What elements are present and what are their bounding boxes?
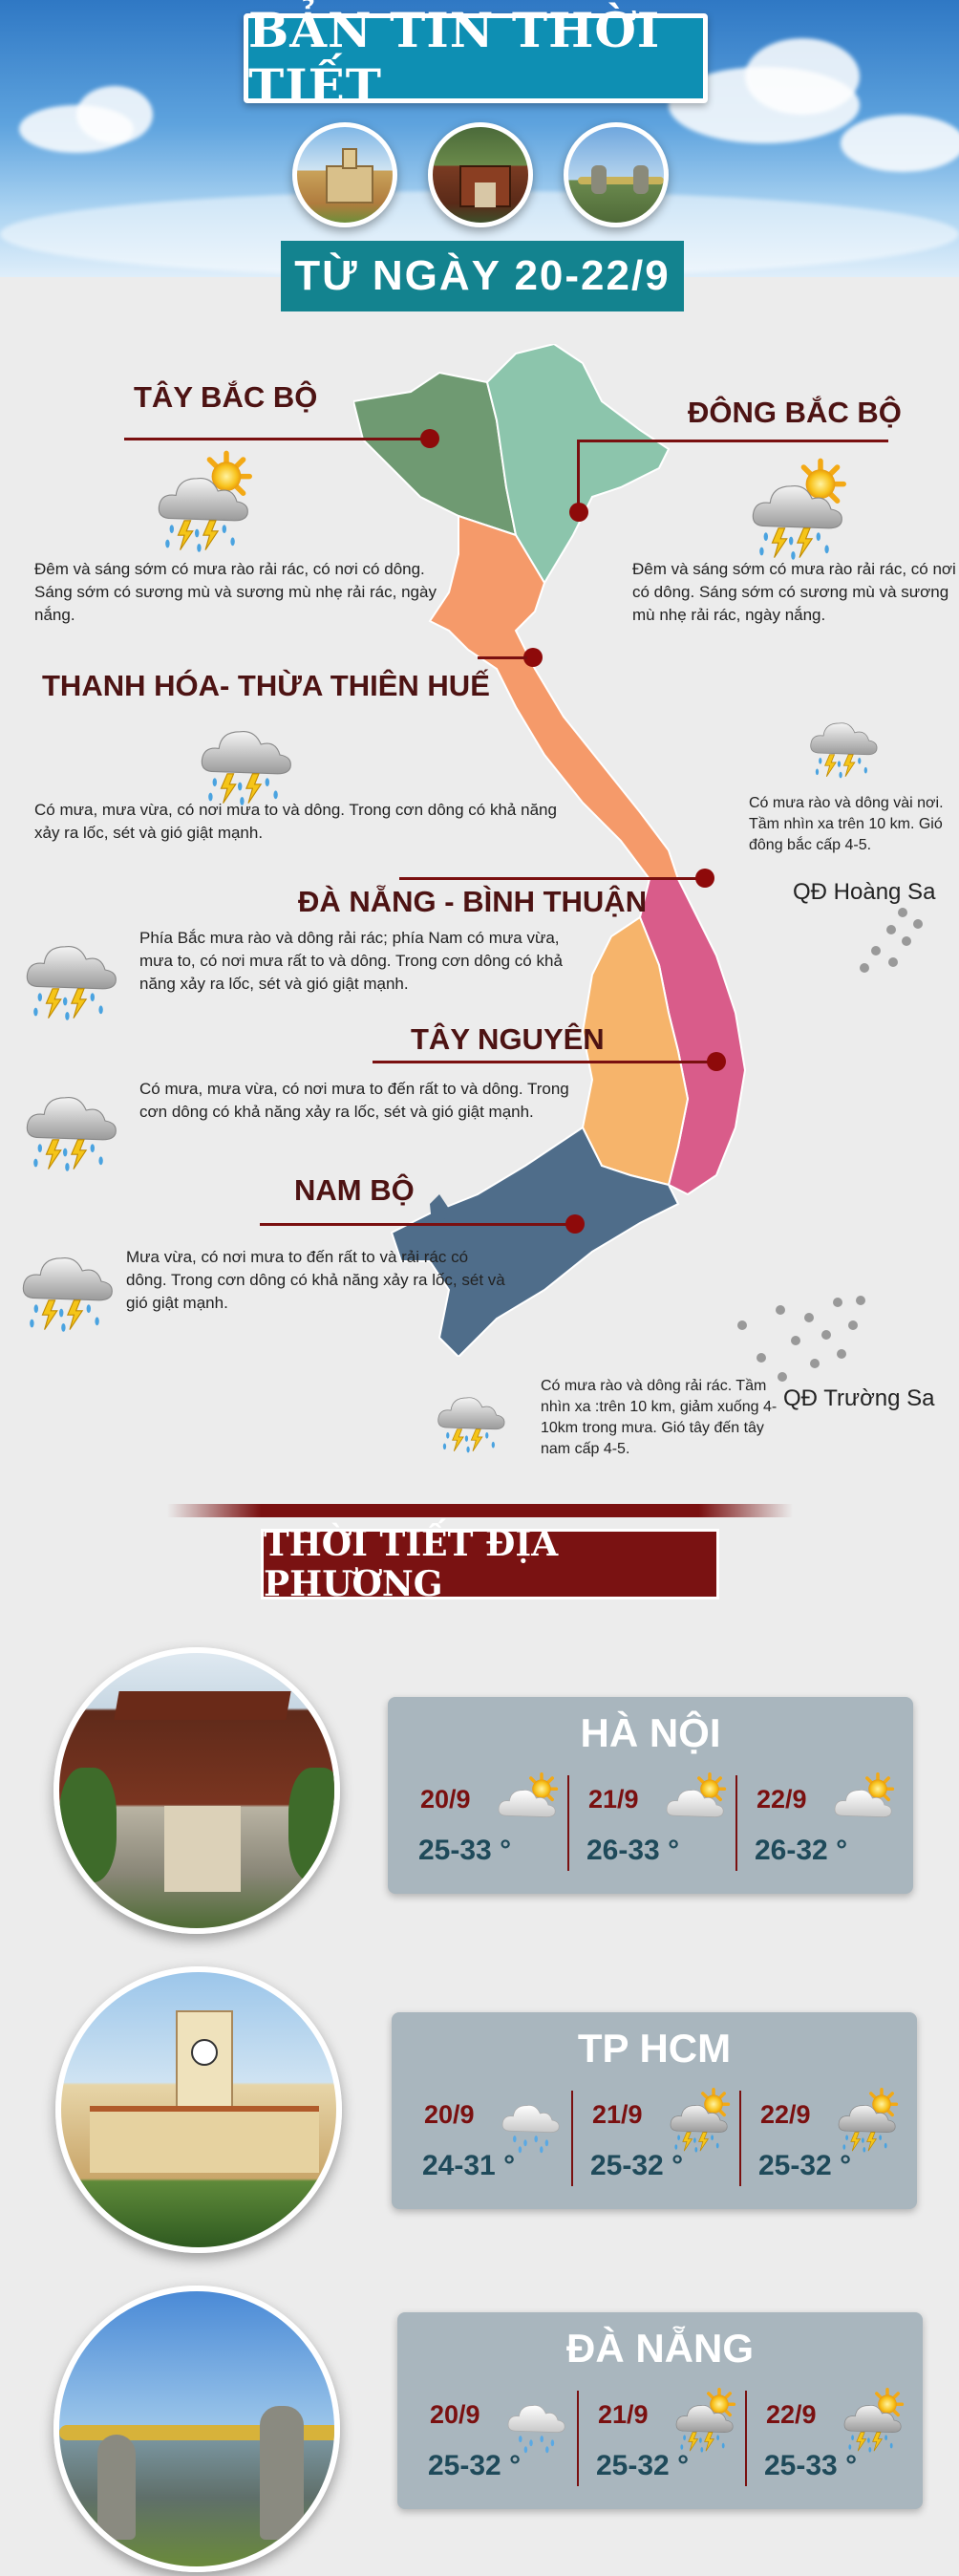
region-desc-thanh-hoa-hue: Có mưa, mưa vừa, có nơi mưa to và dông. Trong cơn dông có khả năng xảy ra lốc, sét và gió giật mạnh. <box>34 801 557 842</box>
forecast-date: 22/9 <box>757 1785 807 1814</box>
forecast-day <box>569 1770 734 1882</box>
map-marker <box>420 429 439 448</box>
storm-cloud-icon <box>434 1376 512 1454</box>
forecast-temp: 25-32 ° <box>590 2150 684 2181</box>
forecast-temp: 24-31 ° <box>422 2150 516 2181</box>
map-marker <box>565 1214 585 1234</box>
rain-cloud-icon <box>499 2087 565 2154</box>
date-range: TỪ NGÀY 20-22/9 <box>281 241 684 311</box>
leader-line <box>373 1061 716 1063</box>
forecast-temp: 26-32 ° <box>755 1835 848 1866</box>
forecast-date: 20/9 <box>424 2100 475 2129</box>
city-photo-da-nang <box>53 2286 340 2572</box>
forecast-day <box>411 2385 575 2498</box>
map-marker <box>695 869 714 888</box>
header-photo-bridge <box>564 122 669 227</box>
island-desc-hoang-sa: Có mưa rào và dông vài nơi. Tầm nhìn xa trên 10 km. Gió đông bắc cấp 4-5. <box>749 795 944 853</box>
city-card <box>388 1697 913 1894</box>
region-title-nam-bo: NAM BỘ <box>294 1173 415 1207</box>
leader-line <box>260 1223 575 1226</box>
sun-storm-cloud-icon <box>667 2087 734 2154</box>
forecast-day <box>741 2085 906 2198</box>
vietnam-map <box>353 344 812 1357</box>
sun-cloud-icon <box>495 1771 562 1838</box>
forecast-temp: 26-33 ° <box>586 1835 680 1866</box>
city-card <box>392 2012 917 2209</box>
section-divider <box>167 1504 793 1517</box>
city-card <box>397 2312 923 2509</box>
storm-cloud-icon <box>196 702 301 807</box>
sun-storm-cloud-icon <box>835 2087 902 2154</box>
forecast-temp: 25-32 ° <box>428 2450 522 2481</box>
hoang-sa-islands <box>860 908 927 975</box>
city-name: TP HCM <box>577 2026 732 2071</box>
region-desc-dong-bac: Đêm và sáng sớm có mưa rào rải rác, có nơi có dông. Sáng sớm có sương mù và sương mù nhẹ rải rác, ngày nắng. <box>632 560 956 624</box>
rain-cloud-icon <box>504 2387 571 2454</box>
island-label-hoang-sa: QĐ Hoàng Sa <box>793 879 936 905</box>
forecast-date: 22/9 <box>766 2400 817 2429</box>
forecast-date: 20/9 <box>430 2400 480 2429</box>
leader-line <box>478 656 527 659</box>
region-title-thanh-hoa-hue: THANH HÓA- THỪA THIÊN HUẾ <box>42 669 490 702</box>
forecast-day <box>401 1770 565 1882</box>
header-photo-market <box>292 122 397 227</box>
region-title-tay-bac: TÂY BẮC BỘ <box>134 380 318 414</box>
forecast-day <box>579 2385 743 2498</box>
forecast-day <box>747 2385 911 2498</box>
local-weather-title: THỜI TIẾT ĐỊA PHƯƠNG <box>261 1529 719 1599</box>
map-marker <box>707 1052 726 1071</box>
forecast-date: 21/9 <box>598 2400 649 2429</box>
city-photo-tp-hcm <box>55 1966 342 2253</box>
forecast-temp: 25-33 ° <box>418 1835 512 1866</box>
sun-storm-cloud-icon <box>153 449 258 554</box>
sun-cloud-icon <box>831 1771 898 1838</box>
island-label-truong-sa: QĐ Trường Sa <box>783 1385 935 1411</box>
region-title-dong-bac: ĐÔNG BẮC BỘ <box>688 396 902 429</box>
region-desc-tay-bac: Đêm và sáng sớm có mưa rào rải rác, có nơi có dông. Sáng sớm có sương mù và sương mù nhẹ rải rác, ngày nắng. <box>34 560 437 624</box>
leader-line <box>399 877 705 880</box>
sun-storm-cloud-icon <box>672 2387 739 2454</box>
region-desc-da-nang-binh-thuan: Phía Bắc mưa rào và dông rải rác; phía Nam có mưa vừa, mưa to, có nơi mưa rất to và dông. Trong cơn dông có khả năng xảy ra lốc, sét và gió giật mạnh. <box>139 929 563 993</box>
storm-cloud-icon <box>17 1229 122 1334</box>
storm-cloud-icon <box>21 917 126 1022</box>
sun-storm-cloud-icon <box>841 2387 907 2454</box>
forecast-date: 21/9 <box>592 2100 643 2129</box>
forecast-date: 20/9 <box>420 1785 471 1814</box>
city-name: ĐÀ NẴNG <box>566 2326 754 2371</box>
island-desc-truong-sa: Có mưa rào và dông rải rác. Tầm nhìn xa :trên 10 km, giảm xuống 4-10km trong mưa. Gió tây đến tây nam cấp 4-5. <box>541 1378 778 1457</box>
region-title-tay-nguyen: TÂY NGUYÊN <box>411 1022 605 1056</box>
sun-storm-cloud-icon <box>747 457 852 562</box>
forecast-date: 21/9 <box>588 1785 639 1814</box>
region-desc-tay-nguyen: Có mưa, mưa vừa, có nơi mưa to đến rất to và dông. Trong cơn dông có khả năng xảy ra lốc, sét và gió giật mạnh. <box>139 1080 569 1121</box>
forecast-temp: 25-32 ° <box>596 2450 690 2481</box>
forecast-date: 22/9 <box>760 2100 811 2129</box>
forecast-temp: 25-32 ° <box>758 2150 852 2181</box>
map-marker <box>569 503 588 522</box>
forecast-temp: 25-33 ° <box>764 2450 858 2481</box>
leader-line <box>577 440 888 442</box>
region-desc-nam-bo: Mưa vừa, có nơi mưa to đến rất to và rải rác có dông. Trong cơn dông có khả năng xảy ra lốc, sét và gió giật mạnh. <box>126 1248 505 1312</box>
leader-line <box>577 440 580 508</box>
city-name: HÀ NỘI <box>580 1710 721 1755</box>
region-title-da-nang-binh-thuan: ĐÀ NẴNG - BÌNH THUẬN <box>298 885 648 918</box>
city-photo-ha-noi <box>53 1647 340 1934</box>
forecast-day <box>573 2085 737 2198</box>
storm-cloud-icon <box>21 1068 126 1173</box>
page-title: BẢN TIN THỜI TIẾT <box>244 13 708 103</box>
header-photo-temple <box>428 122 533 227</box>
storm-cloud-icon <box>806 701 884 780</box>
sun-cloud-icon <box>663 1771 730 1838</box>
truong-sa-islands <box>737 1296 871 1382</box>
forecast-day <box>405 2085 569 2198</box>
forecast-day <box>737 1770 902 1882</box>
leader-line <box>124 438 430 440</box>
